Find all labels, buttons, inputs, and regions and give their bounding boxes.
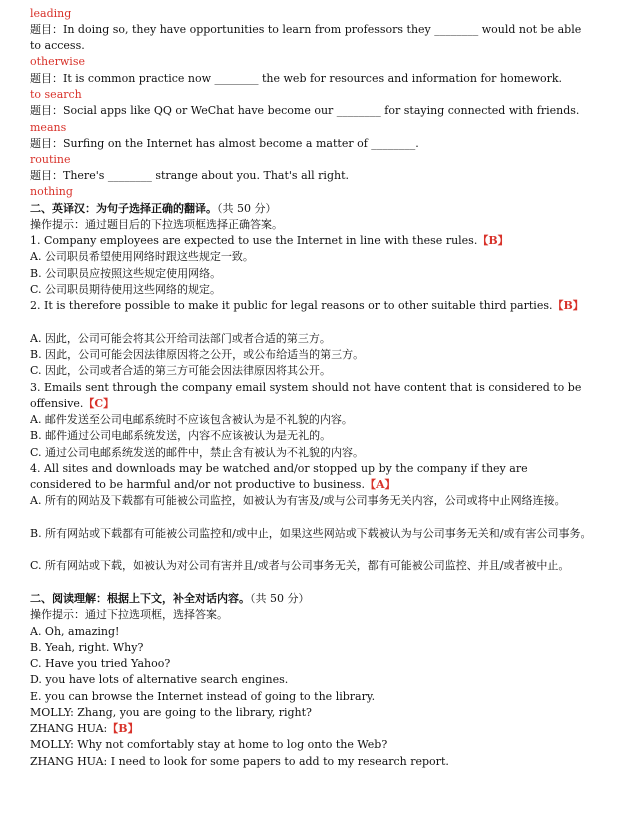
answer-text: routine <box>30 153 71 166</box>
question-text: 题目：In doing so, they have opportunities to learn from professors they ________ would not be able to access. <box>30 23 582 53</box>
option-b: B. 公司职员应按照这些规定使用网络。 <box>30 267 222 280</box>
question-text: 4. All sites and downloads may be watched and/or stopped up by the company if they are considered to be harmful and/or not productive to business.【A】 <box>30 462 528 492</box>
option-c: C. 公司职员期待使用这些网络的规定。 <box>30 283 222 296</box>
section-heading <box>30 591 592 607</box>
option-a: A. 因此，公司可能会将其公开给司法部门或者合适的第三方。 <box>30 332 331 345</box>
question-text: 1. Company employees are expected to use the Internet in line with these rules.【B】 <box>30 234 509 247</box>
answer-dropdown[interactable]: 【B】 <box>477 234 509 247</box>
dialog-line: MOLLY: Zhang, you are going to the library, right? <box>30 706 312 719</box>
question-text: 题目：Social apps like QQ or WeChat have become our ________ for staying connected with friends. <box>30 104 580 117</box>
option-c: C. Have you tried Yahoo? <box>30 657 171 670</box>
section-title: 二、英译汉：为句子选择正确的翻译。 <box>30 202 217 215</box>
option-c: C. 所有网站或下载，如被认为对公司有害并且/或者与公司事务无关，都有可能被公司监控、并且/或者被中止。 <box>30 559 570 572</box>
question-text: 3. Emails sent through the company email system should not have content that is considered to be offensive.【C】 <box>30 381 582 411</box>
option-b: B. 邮件通过公司电邮系统发送，内容不应该被认为是无礼的。 <box>30 429 332 442</box>
question-text: 2. It is therefore possible to make it public for legal reasons or to other suitable third parties.【B】 <box>30 299 584 312</box>
question-text: 题目：It is common practice now ________ the web for resources and information for homework. <box>30 72 563 85</box>
option-a: A. 公司职员希望使用网络时跟这些规定一致。 <box>30 250 254 263</box>
section-heading <box>30 201 592 217</box>
answer-text: otherwise <box>30 55 85 68</box>
answer-dropdown[interactable]: 【C】 <box>83 397 115 411</box>
option-b: B. 所有网站或下载都有可能被公司监控和/或中止，如果这些网站或下载被认为与公司事务无关和/或有害公司事务。 <box>30 527 592 540</box>
answer-text: nothing <box>30 185 73 198</box>
dialog-line: ZHANG HUA: I need to look for some papers to add to my research report. <box>30 755 449 768</box>
option-e: E. you can browse the Internet instead of going to the library. <box>30 690 376 703</box>
answer-dropdown[interactable]: 【A】 <box>364 478 396 492</box>
dialog-line: ZHANG HUA:【B】 <box>30 722 139 735</box>
section-title: 二、阅读理解：根据上下文，补全对话内容。 <box>30 592 250 605</box>
option-a: A. 邮件发送至公司电邮系统时不应该包含被认为是不礼貌的内容。 <box>30 413 353 426</box>
answer-text: leading <box>30 7 72 20</box>
answer-dropdown[interactable]: 【B】 <box>107 722 139 735</box>
answer-text: means <box>30 121 67 134</box>
answer-text: to search <box>30 88 82 101</box>
answer-dropdown[interactable]: 【B】 <box>552 299 584 312</box>
option-b: B. Yeah, right. Why? <box>30 641 144 654</box>
question-text: 题目：There's ________ strange about you. That's all right. <box>30 169 349 182</box>
option-c: C. 通过公司电邮系统发送的邮件中，禁止含有被认为不礼貌的内容。 <box>30 446 365 459</box>
option-b: B. 因此，公司可能会因法律原因将之公开，或公布给适当的第三方。 <box>30 348 365 361</box>
operation-tip: 操作提示：通过题目后的下拉选项框选择正确答案。 <box>30 218 283 231</box>
section-score: （共 50 分） <box>250 592 310 605</box>
dialog-line: MOLLY: Why not comfortably stay at home to log onto the Web? <box>30 738 388 751</box>
section-score: （共 50 分） <box>217 202 277 215</box>
option-a: A. Oh, amazing! <box>30 625 120 638</box>
option-c: C. 因此，公司或者合适的第三方可能会因法律原因将其公开。 <box>30 364 332 377</box>
operation-tip: 操作提示：通过下拉选项框，选择答案。 <box>30 608 228 621</box>
option-a: A. 所有的网站及下载都有可能被公司监控，如被认为有害及/或与公司事务无关内容，公司或将中止网络连接。 <box>30 494 566 507</box>
question-text: 题目：Surfing on the Internet has almost become a matter of ________. <box>30 137 419 150</box>
option-d: D. you have lots of alternative search engines. <box>30 673 289 686</box>
